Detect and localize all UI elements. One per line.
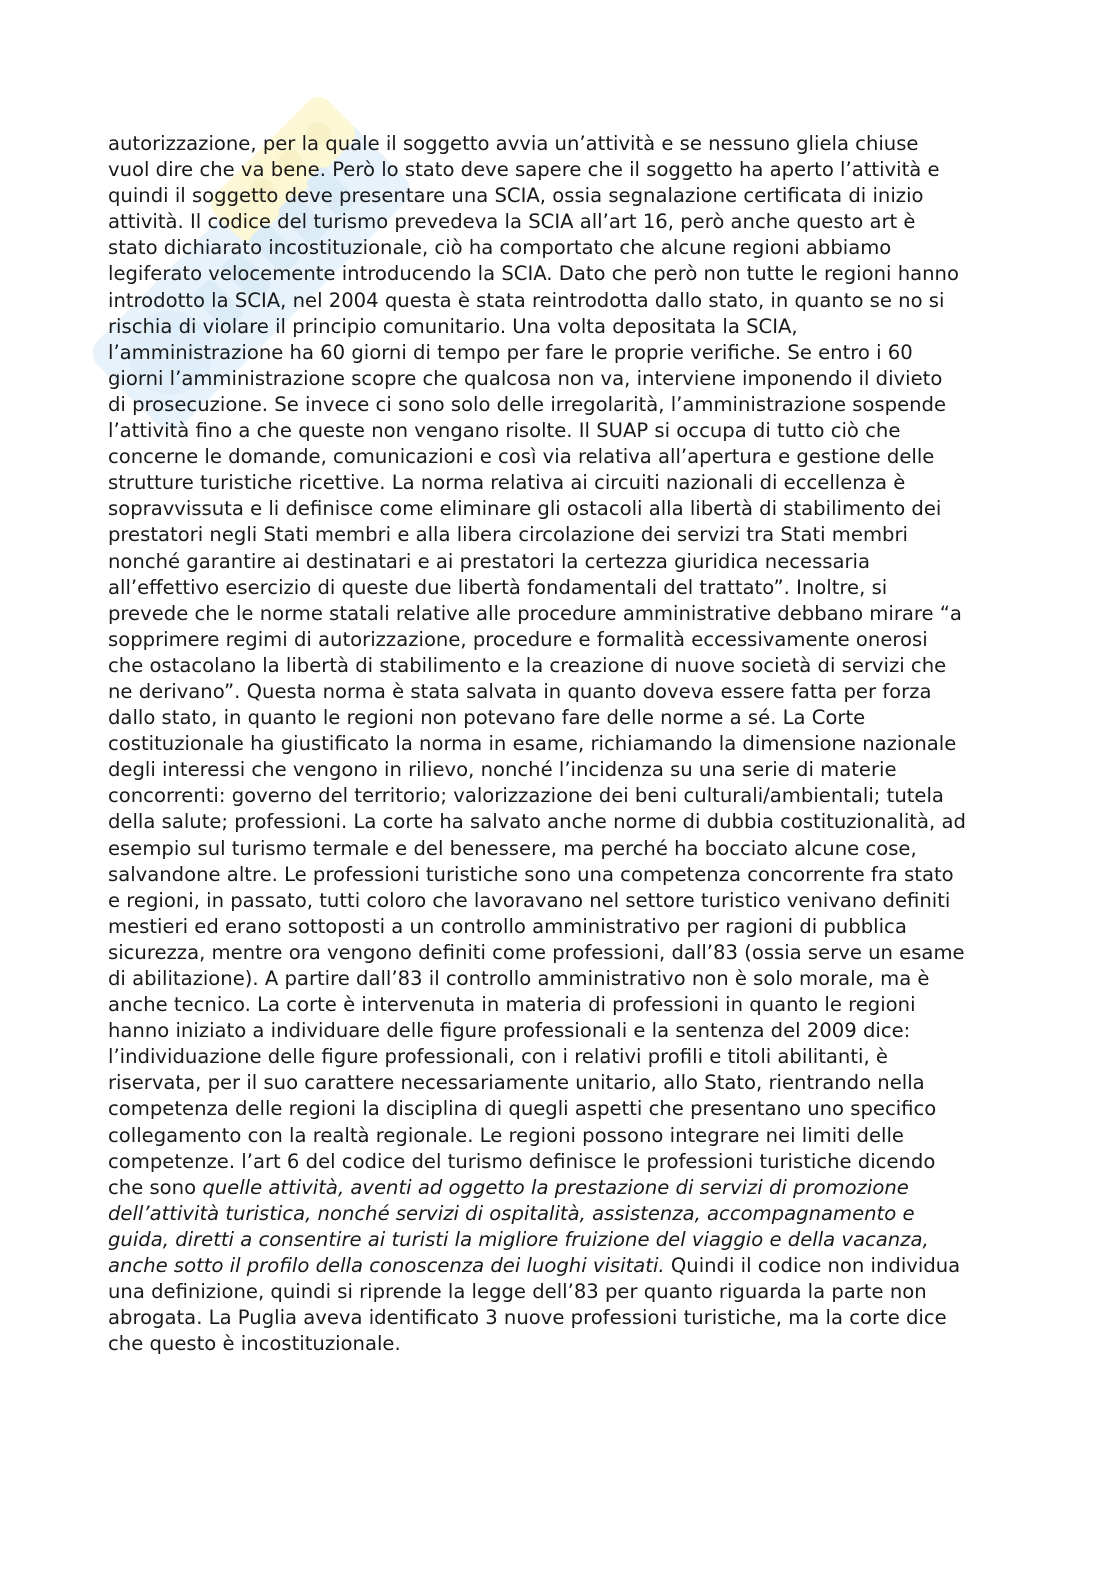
text-segment: ne derivano”. Questa norma è stata salvata in quanto doveva essere fatta per forza: [108, 679, 932, 703]
text-line: [108, 888, 1023, 914]
italic-text-segment: anche sotto il profilo della conoscenza dei luoghi visitati.: [108, 1254, 665, 1278]
text-segment: autorizzazione, per la quale il soggetto avvia un’attività e se nessuno gliela chiuse: [108, 132, 919, 155]
text-segment: di abilitazione). A partire dall’83 il controllo amministrativo non è solo morale, ma è: [108, 967, 930, 990]
text-segment: costituzionale ha giustificato la norma in esame, richiamando la dimensione nazionale: [108, 732, 957, 756]
text-segment: strutture turistiche ricettive. La norma relativa ai circuiti nazionali di eccellenza è: [108, 471, 906, 495]
text-line: [108, 1175, 1023, 1201]
text-segment: all’effettivo esercizio di queste due libertà fondamentali del trattato”. Inoltre, si: [108, 575, 888, 599]
text-segment: e regioni, in passato, tutti coloro che lavoravano nel settore turistico venivano definiti: [108, 888, 951, 912]
body-text: [108, 131, 1023, 1357]
text-line: [108, 549, 1023, 575]
text-line: [108, 731, 1023, 757]
text-segment: concorrenti: governo del territorio; valorizzazione dei beni culturali/ambientali; tutela: [108, 784, 944, 808]
text-segment: esempio sul turismo termale e del benessere, ma perché ha bocciato alcune cose,: [108, 836, 917, 860]
text-line: [108, 1331, 1023, 1357]
text-line: [108, 1096, 1023, 1122]
text-segment: rischia di violare il principio comunitario. Una volta depositata la SCIA,: [108, 314, 798, 338]
text-line: [108, 1253, 1023, 1279]
text-segment: che sono: [108, 1175, 203, 1199]
text-segment: degli interessi che vengono in rilievo, nonché l’incidenza su una serie di materie: [108, 758, 897, 782]
text-line: [108, 757, 1023, 783]
text-line: [108, 444, 1023, 470]
text-line: [108, 1044, 1023, 1070]
text-segment: quindi il soggetto deve presentare una SCIA, ossia segnalazione certificata di inizio: [108, 184, 924, 208]
text-line: [108, 836, 1023, 862]
text-segment: dallo stato, in quanto le regioni non potevano fare delle norme a sé. La Corte: [108, 706, 866, 730]
italic-text-segment: guida, diretti a consentire ai turisti la migliore fruizione del viaggio e della vacanza,: [108, 1227, 929, 1251]
text-line: [108, 183, 1023, 209]
italic-text-segment: dell’attività turistica, nonché servizi di ospitalità, assistenza, accompagnamento e: [108, 1201, 915, 1225]
text-segment: di prosecuzione. Se invece ci sono solo delle irregolarità, l’amministrazione sospende: [108, 392, 947, 416]
text-segment: l’individuazione delle figure professionali, con i relativi profili e titoli abilitanti, è: [108, 1045, 888, 1069]
text-line: [108, 575, 1023, 601]
text-line: [108, 340, 1023, 366]
text-line: [108, 1070, 1023, 1096]
text-segment: nonché garantire ai destinatari e ai prestatori la certezza giuridica necessaria: [108, 549, 871, 573]
text-line: [108, 157, 1023, 183]
text-segment: riservata, per il suo carattere necessariamente unitario, allo Stato, rientrando nella: [108, 1071, 925, 1095]
text-line: [108, 1201, 1023, 1227]
text-segment: salvandone altre. Le professioni turistiche sono una competenza concorrente fra stato: [108, 862, 954, 886]
text-segment: che questo è incostituzionale.: [108, 1332, 401, 1356]
text-line: [108, 314, 1023, 340]
text-line: [108, 496, 1023, 522]
text-segment: prevede che le norme statali relative alle procedure amministrative debbano mirare “a: [108, 601, 962, 625]
text-segment: stato dichiarato incostituzionale, ciò ha comportato che alcune regioni abbiamo: [108, 236, 892, 260]
text-line: [108, 940, 1023, 966]
text-line: [108, 366, 1023, 392]
text-line: [108, 1305, 1023, 1331]
text-segment: che ostacolano la libertà di stabilimento e la creazione di nuove società di servizi che: [108, 653, 947, 677]
text-segment: vuol dire che va bene. Però lo stato deve sapere che il soggetto ha aperto l’attività e: [108, 158, 940, 182]
text-line: [108, 966, 1023, 992]
text-line: [108, 1149, 1023, 1175]
text-line: [108, 679, 1023, 705]
text-segment: introdotto la SCIA, nel 2004 questa è stata reintrodotta dallo stato, in quanto se no si: [108, 288, 945, 312]
text-line: [108, 392, 1023, 418]
text-segment: hanno iniziato a individuare delle figure professionali e la sentenza del 2009 dice:: [108, 1019, 911, 1043]
text-line: [108, 627, 1023, 653]
text-line: [108, 992, 1023, 1018]
text-line: [108, 1227, 1023, 1253]
text-line: [108, 783, 1023, 809]
text-line: [108, 1018, 1023, 1044]
text-line: [108, 914, 1023, 940]
text-segment: prestatori negli Stati membri e alla libera circolazione dei servizi tra Stati membri: [108, 523, 908, 547]
text-segment: sicurezza, mentre ora vengono definiti come professioni, dall’83 (ossia serve un esame: [108, 940, 965, 964]
text-segment: sopprimere regimi di autorizzazione, procedure e formalità eccessivamente onerosi: [108, 627, 928, 651]
text-line: [108, 862, 1023, 888]
text-line: [108, 522, 1023, 548]
italic-text-segment: quelle attività, aventi ad oggetto la prestazione di servizi di promozione: [202, 1175, 909, 1199]
text-line: [108, 235, 1023, 261]
text-segment: giorni l’amministrazione scopre che qualcosa non va, interviene imponendo il divieto: [108, 366, 943, 390]
text-segment: attività. Il codice del turismo prevedeva la SCIA all’art 16, però anche questo art è: [108, 210, 916, 234]
text-segment: l’attività fino a che queste non vengano risolte. Il SUAP si occupa di tutto ciò che: [108, 419, 901, 443]
text-line: [108, 1123, 1023, 1149]
text-segment: una definizione, quindi si riprende la legge dell’83 per quanto riguarda la parte non: [108, 1280, 927, 1304]
text-line: [108, 653, 1023, 679]
text-segment: della salute; professioni. La corte ha salvato anche norme di dubbia costituzionalità, ad: [108, 810, 966, 834]
text-segment: competenze. l’art 6 del codice del turismo definisce le professioni turistiche dicendo: [108, 1149, 936, 1173]
text-line: [108, 131, 1023, 157]
text-line: [108, 809, 1023, 835]
text-segment: Quindi il codice non individua: [664, 1254, 961, 1278]
text-line: [108, 601, 1023, 627]
text-segment: mestieri ed erano sottoposti a un controllo amministrativo per ragioni di pubblica: [108, 914, 907, 938]
text-segment: legiferato velocemente introducendo la SCIA. Dato che però non tutte le regioni hanno: [108, 262, 959, 286]
text-line: [108, 261, 1023, 287]
text-line: [108, 288, 1023, 314]
text-line: [108, 1279, 1023, 1305]
text-segment: competenza delle regioni la disciplina di quegli aspetti che presentano uno specifico: [108, 1097, 937, 1121]
text-line: [108, 705, 1023, 731]
text-line: [108, 470, 1023, 496]
text-line: [108, 418, 1023, 444]
text-line: [108, 209, 1023, 235]
text-segment: abrogata. La Puglia aveva identificato 3 nuove professioni turistiche, ma la corte dice: [108, 1306, 947, 1330]
text-segment: collegamento con la realtà regionale. Le regioni possono integrare nei limiti delle: [108, 1123, 904, 1147]
text-segment: anche tecnico. La corte è intervenuta in materia di professioni in quanto le regioni: [108, 993, 916, 1017]
text-segment: concerne le domande, comunicazioni e così via relativa all’apertura e gestione delle: [108, 445, 935, 469]
text-segment: sopravvissuta e li definisce come eliminare gli ostacoli alla libertà di stabilimento dei: [108, 497, 942, 521]
text-segment: l’amministrazione ha 60 giorni di tempo per fare le proprie verifiche. Se entro i 60: [108, 340, 913, 364]
